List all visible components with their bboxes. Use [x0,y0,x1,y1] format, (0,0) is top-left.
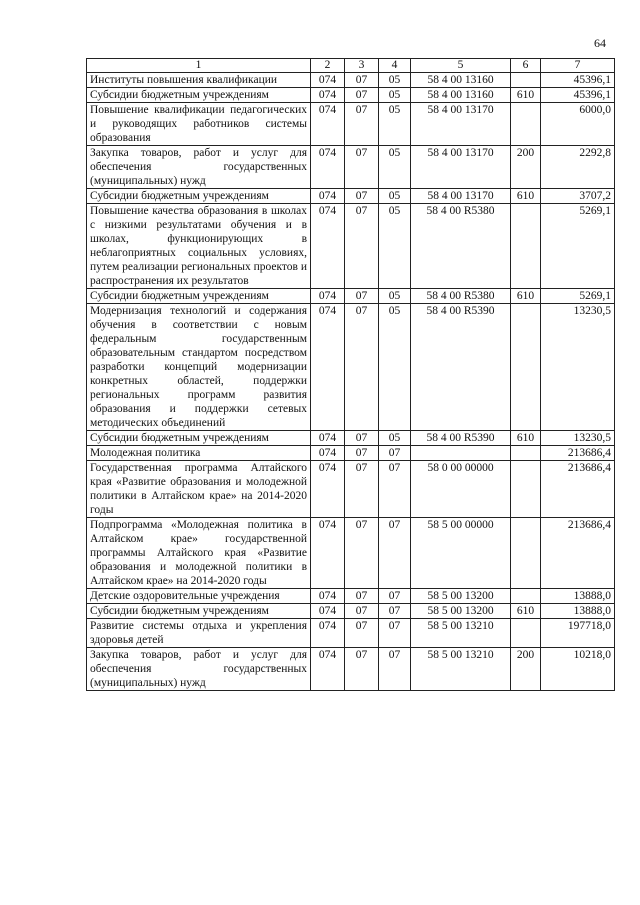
subsection-code-cell: 07 [379,518,411,589]
subsection-code-cell: 05 [379,146,411,189]
grbs-code-cell: 074 [311,189,345,204]
target-article-cell: 58 4 00 R5390 [411,431,511,446]
section-code-cell: 07 [345,648,379,691]
table-row [87,431,615,446]
amount-cell: 197718,0 [541,619,615,648]
subsection-code-cell: 07 [379,648,411,691]
section-code-cell: 07 [345,289,379,304]
expense-type-cell: 610 [511,189,541,204]
section-code-cell: 07 [345,88,379,103]
grbs-code-cell: 074 [311,146,345,189]
subsection-code-cell: 07 [379,619,411,648]
target-article-cell: 58 5 00 00000 [411,518,511,589]
column-header-7: 7 [541,59,615,73]
expense-type-cell [511,589,541,604]
section-code-cell: 07 [345,619,379,648]
column-header-4: 4 [379,59,411,73]
item-name-cell: Государственная программа Алтайского края «Развитие образования и молодежной политики в Алтайском крае» на 2014-2020 годы [87,461,311,518]
section-code-cell: 07 [345,304,379,431]
expense-type-cell: 610 [511,604,541,619]
amount-cell: 5269,1 [541,204,615,289]
expense-type-cell: 610 [511,289,541,304]
grbs-code-cell: 074 [311,518,345,589]
subsection-code-cell: 07 [379,446,411,461]
item-name-cell: Модернизация технологий и содержания обучения в соответствии с новым федеральным государственным образовательным стандартом посредством разработки концепций модернизации конкретных областей, поддержки региональных программ развития образования и поддержки сетевых методических объединений [87,304,311,431]
expense-type-cell [511,73,541,88]
amount-cell: 13888,0 [541,604,615,619]
grbs-code-cell: 074 [311,73,345,88]
item-name-cell: Детские оздоровительные учреждения [87,589,311,604]
table-row [87,604,615,619]
column-header-1: 1 [87,59,311,73]
target-article-cell: 58 4 00 13160 [411,73,511,88]
table-body [87,73,615,691]
page-number: 64 [594,36,606,50]
item-name-cell: Субсидии бюджетным учреждениям [87,289,311,304]
table-row [87,88,615,103]
amount-cell: 13888,0 [541,589,615,604]
target-article-cell: 58 4 00 R5380 [411,204,511,289]
section-code-cell: 07 [345,461,379,518]
expense-type-cell: 610 [511,431,541,446]
amount-cell: 2292,8 [541,146,615,189]
target-article-cell: 58 4 00 R5390 [411,304,511,431]
section-code-cell: 07 [345,589,379,604]
budget-table [86,58,615,691]
table-row [87,189,615,204]
expense-type-cell [511,461,541,518]
table-row [87,304,615,431]
grbs-code-cell: 074 [311,648,345,691]
grbs-code-cell: 074 [311,204,345,289]
subsection-code-cell: 05 [379,431,411,446]
item-name-cell: Субсидии бюджетным учреждениям [87,431,311,446]
subsection-code-cell: 05 [379,289,411,304]
expense-type-cell [511,304,541,431]
expense-type-cell [511,446,541,461]
target-article-cell: 58 0 00 00000 [411,461,511,518]
subsection-code-cell: 05 [379,103,411,146]
expense-type-cell [511,204,541,289]
column-header-5: 5 [411,59,511,73]
expense-type-cell [511,619,541,648]
table-row [87,446,615,461]
section-code-cell: 07 [345,103,379,146]
amount-cell: 5269,1 [541,289,615,304]
table-row [87,73,615,88]
grbs-code-cell: 074 [311,304,345,431]
amount-cell: 6000,0 [541,103,615,146]
expense-type-cell: 610 [511,88,541,103]
table-row [87,518,615,589]
subsection-code-cell: 05 [379,189,411,204]
target-article-cell: 58 5 00 13200 [411,589,511,604]
subsection-code-cell: 05 [379,88,411,103]
amount-cell: 45396,1 [541,88,615,103]
expense-type-cell: 200 [511,146,541,189]
table-row [87,461,615,518]
grbs-code-cell: 074 [311,103,345,146]
amount-cell: 213686,4 [541,518,615,589]
table-row [87,619,615,648]
item-name-cell: Молодежная политика [87,446,311,461]
column-header-6: 6 [511,59,541,73]
grbs-code-cell: 074 [311,589,345,604]
target-article-cell: 58 4 00 R5380 [411,289,511,304]
grbs-code-cell: 074 [311,431,345,446]
section-code-cell: 07 [345,189,379,204]
section-code-cell: 07 [345,73,379,88]
subsection-code-cell: 07 [379,589,411,604]
table-row [87,204,615,289]
grbs-code-cell: 074 [311,604,345,619]
column-header-3: 3 [345,59,379,73]
table-row [87,146,615,189]
subsection-code-cell: 07 [379,461,411,518]
target-article-cell: 58 4 00 13160 [411,88,511,103]
subsection-code-cell: 05 [379,204,411,289]
target-article-cell: 58 4 00 13170 [411,146,511,189]
section-code-cell: 07 [345,204,379,289]
amount-cell: 213686,4 [541,446,615,461]
grbs-code-cell: 074 [311,461,345,518]
target-article-cell [411,446,511,461]
expense-type-cell: 200 [511,648,541,691]
item-name-cell: Субсидии бюджетным учреждениям [87,604,311,619]
amount-cell: 3707,2 [541,189,615,204]
item-name-cell: Институты повышения квалификации [87,73,311,88]
subsection-code-cell: 05 [379,304,411,431]
amount-cell: 213686,4 [541,461,615,518]
subsection-code-cell: 07 [379,604,411,619]
target-article-cell: 58 4 00 13170 [411,103,511,146]
table-row [87,103,615,146]
expense-type-cell [511,518,541,589]
amount-cell: 45396,1 [541,73,615,88]
item-name-cell: Подпрограмма «Молодежная политика в Алтайском крае» государственной программы Алтайского края «Развитие образования и молодежной политики в Алтайском крае» на 2014-2020 годы [87,518,311,589]
target-article-cell: 58 5 00 13210 [411,619,511,648]
amount-cell: 13230,5 [541,304,615,431]
grbs-code-cell: 074 [311,619,345,648]
section-code-cell: 07 [345,431,379,446]
item-name-cell: Развитие системы отдыха и укрепления здоровья детей [87,619,311,648]
table-row [87,589,615,604]
section-code-cell: 07 [345,146,379,189]
amount-cell: 10218,0 [541,648,615,691]
item-name-cell: Закупка товаров, работ и услуг для обеспечения государственных (муниципальных) нужд [87,146,311,189]
expense-type-cell [511,103,541,146]
item-name-cell: Повышение качества образования в школах с низкими результатами обучения и в школах, функционирующих в неблагоприятных социальных условиях, путем реализации региональных проектов и распространения их результатов [87,204,311,289]
item-name-cell: Закупка товаров, работ и услуг для обеспечения государственных (муниципальных) нужд [87,648,311,691]
subsection-code-cell: 05 [379,73,411,88]
grbs-code-cell: 074 [311,446,345,461]
target-article-cell: 58 5 00 13200 [411,604,511,619]
section-code-cell: 07 [345,604,379,619]
item-name-cell: Субсидии бюджетным учреждениям [87,88,311,103]
section-code-cell: 07 [345,446,379,461]
item-name-cell: Субсидии бюджетным учреждениям [87,189,311,204]
target-article-cell: 58 4 00 13170 [411,189,511,204]
target-article-cell: 58 5 00 13210 [411,648,511,691]
grbs-code-cell: 074 [311,289,345,304]
table-row [87,289,615,304]
amount-cell: 13230,5 [541,431,615,446]
section-code-cell: 07 [345,518,379,589]
item-name-cell: Повышение квалификации педагогических и руководящих работников системы образования [87,103,311,146]
column-header-2: 2 [311,59,345,73]
table-row [87,648,615,691]
grbs-code-cell: 074 [311,88,345,103]
header-row [87,59,615,73]
